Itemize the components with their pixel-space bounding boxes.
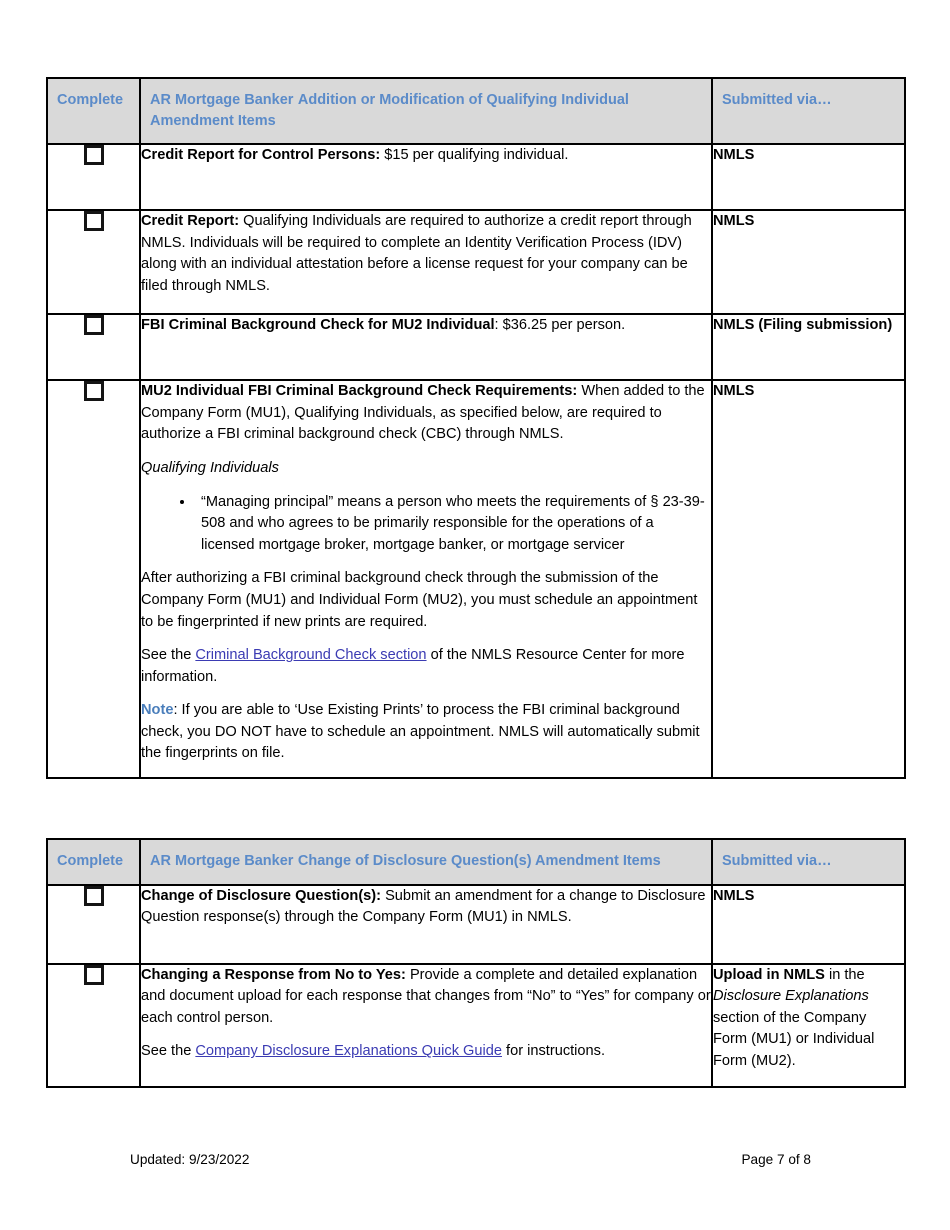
via-text-1: in the: [824, 966, 865, 983]
complete-checkbox[interactable]: [84, 381, 104, 401]
upload-in-nmls-label: Upload in NMLS: [713, 966, 825, 983]
note-label: Note: [141, 702, 174, 719]
table-row: [47, 210, 905, 314]
table-row: [47, 314, 905, 380]
note-paragraph: [141, 700, 711, 765]
list-item: • “Managing principal” means a person who meets the requirements of § 23-39-508 and who agrees to be primarily responsible for the operations of a licensed mortgage broker, mortgage banker, or mortgage servicer: [195, 492, 711, 557]
complete-checkbox-cell[interactable]: [47, 144, 140, 210]
header-complete-label: Complete: [57, 92, 124, 108]
item-cell: [140, 380, 712, 778]
item-cell: [140, 885, 712, 964]
header-submitted-via-cell: [712, 839, 905, 885]
table-row: [47, 885, 905, 964]
complete-checkbox[interactable]: [84, 965, 104, 985]
header-title-cell: [140, 78, 712, 144]
header-title-line1: AR Mortgage Banker: [150, 853, 294, 869]
submitted-via-value: NMLS: [713, 887, 755, 904]
item-cell: [140, 314, 712, 380]
submitted-via-cell: [712, 885, 905, 964]
item-text: [141, 965, 711, 1030]
item-cell: [140, 144, 712, 210]
resource-center-paragraph: [141, 645, 711, 688]
submitted-via-cell: [712, 314, 905, 380]
item-body: Qualifying Individuals are required to authorize a credit report through NMLS. Individuals will be required to complete an Identity Verification Process (IDV) along with an individual attestation before a license request for your company can be filed through NMLS.: [141, 213, 692, 294]
header-complete-cell: [47, 839, 140, 885]
fingerprint-paragraph: After authorizing a FBI criminal background check through the submission of the Company Form (MU1) and Individual Form (MU2), you must schedule an appointment to be fingerprinted if new prints are required.: [141, 570, 698, 630]
table-header-row: [47, 839, 905, 885]
item-bold-lead: FBI Criminal Background Check for MU2 Individual: [141, 317, 495, 334]
complete-checkbox-cell[interactable]: [47, 964, 140, 1087]
item-bold-lead: MU2 Individual FBI Criminal Background Check Requirements:: [141, 383, 578, 400]
item-body: : $36.25 per person.: [494, 317, 626, 334]
item-bold-lead: Change of Disclosure Question(s):: [141, 887, 382, 904]
header-title-line2: Change of Disclosure Question(s) Amendment Items: [297, 853, 661, 869]
submitted-via-value: NMLS: [713, 147, 755, 164]
disclosure-explanations-italic: Disclosure Explanations: [713, 988, 869, 1005]
complete-checkbox-cell[interactable]: [47, 210, 140, 314]
item-text: [141, 145, 711, 167]
complete-checkbox[interactable]: [84, 211, 104, 231]
complete-checkbox-cell[interactable]: [47, 314, 140, 380]
qualifying-individuals-subheading: Qualifying Individuals: [141, 459, 279, 476]
submitted-via-value: NMLS: [713, 213, 755, 230]
note-text: : If you are able to ‘Use Existing Prints’ to process the FBI criminal background check, you DO NOT have to schedule an appointment. NMLS will automatically submit the fingerprints on file.: [141, 702, 700, 762]
complete-checkbox[interactable]: [84, 315, 104, 335]
submitted-via-cell: [712, 964, 905, 1087]
complete-checkbox[interactable]: [84, 886, 104, 906]
complete-checkbox[interactable]: [84, 145, 104, 165]
item-bold-lead: Credit Report for Control Persons:: [141, 147, 381, 164]
instructions-text: for instructions.: [502, 1043, 606, 1060]
header-submitted-via-label: Submitted via…: [722, 92, 832, 108]
submitted-via-cell: [712, 210, 905, 314]
table-row: [47, 380, 905, 778]
resource-center-text: of the NMLS Resource Center for more information.: [141, 647, 685, 685]
header-title-line2: Addition or Modification of Qualifying Individual Amendment Items: [150, 92, 629, 129]
company-disclosure-explanations-quick-guide-link[interactable]: Company Disclosure Explanations Quick Guide: [195, 1043, 502, 1060]
item-body: $15 per qualifying individual.: [380, 147, 569, 164]
submitted-via-value: NMLS (Filing submission): [713, 317, 893, 334]
page-number: Page 7 of 8: [741, 1152, 811, 1167]
criminal-background-check-link[interactable]: Criminal Background Check section: [195, 647, 427, 664]
disclosure-question-amendment-table: [46, 838, 906, 1088]
submitted-via-cell: [712, 144, 905, 210]
item-bold-lead: Changing a Response from No to Yes:: [141, 966, 406, 983]
header-submitted-via-label: Submitted via…: [722, 853, 832, 869]
item-text: [141, 211, 711, 297]
item-cell: [140, 210, 712, 314]
submitted-via-value: NMLS: [713, 383, 755, 400]
submitted-via-cell: [712, 380, 905, 778]
via-text-2: section of the Company Form (MU1) or Individual Form (MU2).: [713, 1009, 875, 1069]
table-row: [47, 964, 905, 1087]
item-cell: [140, 964, 712, 1087]
qualifying-individuals-list: [141, 492, 711, 557]
see-the-text: See the: [141, 647, 196, 664]
quick-guide-paragraph: [141, 1041, 711, 1063]
item-body: When added to the Company Form (MU1), Qualifying Individuals, as specified below, are required to authorize a FBI criminal background check (CBC) through NMLS.: [141, 383, 705, 443]
item-text: [141, 381, 711, 446]
see-the-text: See the: [141, 1043, 196, 1060]
updated-date: Updated: 9/23/2022: [130, 1152, 250, 1167]
complete-checkbox-cell[interactable]: [47, 380, 140, 778]
item-body: Provide a complete and detailed explanation and document upload for each response that changes from “No” to “Yes” for company or each control person.: [141, 966, 711, 1026]
header-complete-cell: [47, 78, 140, 144]
table-row: [47, 144, 905, 210]
header-complete-label: Complete: [57, 853, 124, 869]
item-bold-lead: Credit Report:: [141, 213, 240, 230]
item-body: Submit an amendment for a change to Disclosure Question response(s) through the Company Form (MU1) in NMLS.: [141, 887, 706, 926]
page-footer: [46, 1152, 904, 1167]
header-title-cell: [140, 839, 712, 885]
complete-checkbox-cell[interactable]: [47, 885, 140, 964]
item-text: [141, 886, 711, 929]
item-text: [141, 315, 711, 337]
header-submitted-via-cell: [712, 78, 905, 144]
table-header-row: [47, 78, 905, 144]
header-title-line1: AR Mortgage Banker: [150, 92, 294, 108]
qualifying-individual-amendment-table: [46, 77, 906, 779]
